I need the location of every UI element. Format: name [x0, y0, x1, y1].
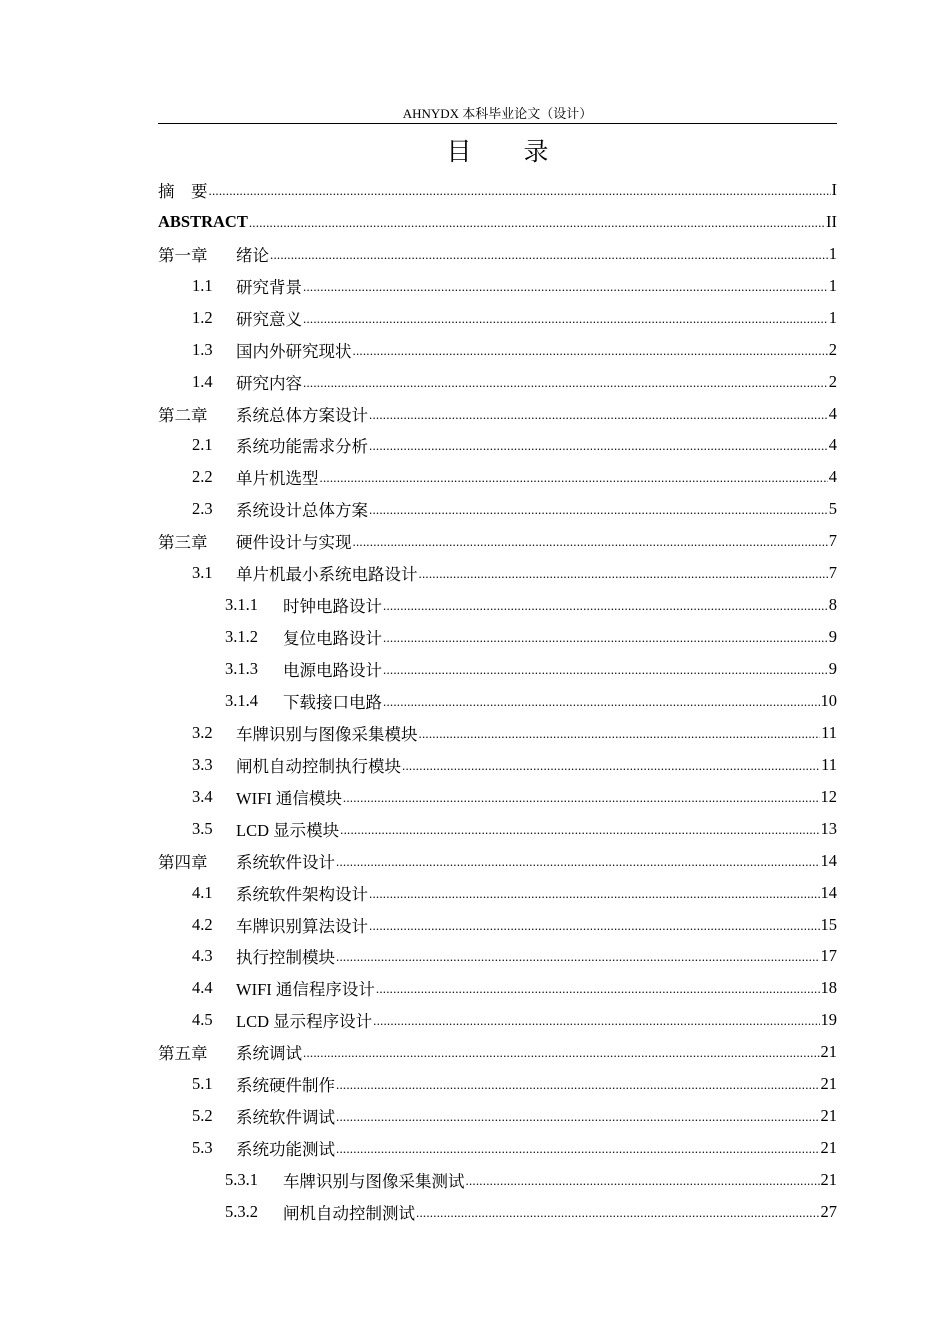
toc-entry-number: 3.4 — [192, 786, 213, 806]
toc-entry-page: 4 — [828, 467, 837, 487]
toc-entry[interactable] — [158, 941, 837, 973]
toc-entry-number: 1.4 — [192, 371, 213, 391]
toc-dot-leader — [369, 883, 820, 903]
toc-entry[interactable] — [158, 461, 837, 493]
toc-entry-page: 14 — [820, 882, 837, 902]
toc-dot-leader — [270, 244, 828, 264]
toc-entry-number: 4.3 — [192, 946, 213, 966]
toc-entry[interactable] — [158, 525, 837, 557]
toc-entry-page: 14 — [820, 850, 837, 870]
toc-entry-number: 第四章 — [158, 852, 208, 872]
toc-entry[interactable] — [158, 366, 837, 398]
toc-entry-title: WIFI 通信程序设计 — [236, 980, 375, 1000]
toc-entry-number: 3.3 — [192, 754, 213, 774]
toc-entry[interactable] — [158, 174, 837, 206]
toc-entry-title: 绪论 — [236, 245, 269, 265]
toc-entry[interactable] — [158, 398, 837, 430]
toc-entry-number: 第一章 — [158, 245, 208, 265]
toc-entry-title: 研究背景 — [236, 277, 302, 297]
toc-entry-title: 系统功能需求分析 — [236, 437, 368, 457]
toc-dot-leader — [336, 946, 820, 966]
toc-entry[interactable] — [158, 302, 837, 334]
toc-dot-leader — [353, 531, 828, 551]
toc-dot-leader — [209, 180, 831, 200]
toc-entry-title: 车牌识别与图像采集测试 — [283, 1172, 465, 1192]
toc-entry-title: 系统设计总体方案 — [236, 501, 368, 521]
toc-entry-title: 闸机自动控制测试 — [283, 1203, 415, 1223]
toc-entry-page: 1 — [828, 307, 837, 327]
toc-entry-page: 11 — [821, 754, 837, 774]
toc-entry-number: 2.3 — [192, 499, 213, 519]
toc-entry-title: 执行控制模块 — [236, 948, 335, 968]
toc-dot-leader — [466, 1170, 820, 1190]
toc-entry-page: 4 — [828, 403, 837, 423]
toc-entry[interactable] — [158, 270, 837, 302]
toc-dot-leader — [369, 435, 828, 455]
toc-dot-leader — [249, 212, 825, 232]
toc-entry-title: LCD 显示模块 — [236, 820, 340, 840]
toc-entry[interactable] — [158, 653, 837, 685]
toc-entry-title: 单片机选型 — [236, 469, 319, 489]
toc-entry-title: 系统总体方案设计 — [236, 405, 368, 425]
toc-entry[interactable] — [158, 909, 837, 941]
toc-dot-leader — [340, 819, 819, 839]
toc-entry-title: 单片机最小系统电路设计 — [236, 565, 418, 585]
toc-entry-number: 5.3 — [192, 1138, 213, 1158]
toc-entry[interactable] — [158, 685, 837, 717]
toc-entry-number: 1.1 — [192, 275, 213, 295]
toc-entry[interactable] — [158, 1004, 837, 1036]
toc-entry-page: 21 — [820, 1074, 837, 1094]
toc-entry-number: 5.2 — [192, 1106, 213, 1126]
toc-entry-title: 下载接口电路 — [283, 692, 382, 712]
toc-entry-title: WIFI 通信模块 — [236, 788, 342, 808]
running-header: AHNYDX 本科毕业论文（设计） — [402, 106, 593, 121]
toc-entry-title: 研究内容 — [236, 373, 302, 393]
toc-entry[interactable] — [158, 1100, 837, 1132]
toc-dot-leader — [336, 851, 820, 871]
toc-dot-leader — [402, 755, 820, 775]
toc-entry-page: 7 — [828, 531, 837, 551]
toc-title: 目 录 — [446, 137, 571, 166]
toc-entry-page: 8 — [828, 595, 837, 615]
toc-entry-title: 系统硬件制作 — [236, 1076, 335, 1096]
toc-dot-leader — [336, 1074, 820, 1094]
toc-entry[interactable] — [158, 557, 837, 589]
toc-entry-number: 第五章 — [158, 1044, 208, 1064]
toc-dot-leader — [383, 691, 820, 711]
toc-entry[interactable] — [158, 206, 837, 238]
toc-entry-number: 1.2 — [192, 307, 213, 327]
toc-dot-leader — [416, 1202, 820, 1222]
toc-dot-leader — [383, 659, 828, 679]
toc-entry-page: 21 — [820, 1170, 837, 1190]
toc-entry[interactable] — [158, 845, 837, 877]
toc-dot-leader — [419, 723, 821, 743]
toc-entry-title: 车牌识别算法设计 — [236, 916, 368, 936]
toc-entry-title: 系统调试 — [236, 1044, 302, 1064]
toc-entry-page: 17 — [820, 946, 837, 966]
toc-entry-number: 3.1.4 — [225, 690, 258, 710]
toc-dot-leader — [320, 467, 828, 487]
toc-dot-leader — [303, 308, 828, 328]
toc-dot-leader — [343, 787, 820, 807]
toc-entry[interactable] — [158, 877, 837, 909]
toc-entry[interactable] — [158, 334, 837, 366]
toc-entry-number: 1.3 — [192, 339, 213, 359]
toc-entry-title: 硬件设计与实现 — [236, 533, 352, 553]
toc-entry[interactable] — [158, 1196, 837, 1228]
toc-entry[interactable] — [158, 1036, 837, 1068]
toc-entry-page: 27 — [820, 1201, 837, 1221]
toc-entry-page: 21 — [820, 1138, 837, 1158]
toc-entry-title: 闸机自动控制执行模块 — [236, 756, 401, 776]
toc-entry-page: 10 — [820, 690, 837, 710]
toc-dot-leader — [383, 627, 828, 647]
toc-entry[interactable] — [158, 589, 837, 621]
toc-dot-leader — [373, 1010, 819, 1030]
toc-entry-number: 4.2 — [192, 914, 213, 934]
toc-dot-leader — [419, 563, 828, 583]
toc-dot-leader — [303, 276, 828, 296]
toc-entry-page: II — [826, 211, 837, 231]
toc-entry-page: 9 — [828, 627, 837, 647]
toc-entry-title: ABSTRACT — [158, 211, 248, 231]
toc-entry-title: 复位电路设计 — [283, 629, 382, 649]
toc-entry[interactable] — [158, 813, 837, 845]
toc-entry-page: 18 — [820, 978, 837, 998]
toc-entry-title: 研究意义 — [236, 309, 302, 329]
toc-entry[interactable] — [158, 430, 837, 462]
toc-entry-number: 5.3.1 — [225, 1170, 258, 1190]
toc-entry-number: 3.1.1 — [225, 595, 258, 615]
toc-entry[interactable] — [158, 1164, 837, 1196]
toc-entry-page: 4 — [828, 435, 837, 455]
toc-dot-leader — [369, 404, 828, 424]
toc-entry-title: 摘 要 — [158, 181, 208, 201]
toc-entry-number: 第二章 — [158, 405, 208, 425]
toc-entry-page: 13 — [820, 818, 837, 838]
toc-dot-leader — [383, 595, 828, 615]
toc-dot-leader — [303, 1042, 820, 1062]
header-rule — [158, 123, 837, 124]
toc-entry[interactable] — [158, 781, 837, 813]
toc-entry-title: 系统软件设计 — [236, 852, 335, 872]
toc-entry[interactable] — [158, 621, 837, 653]
toc-entry-title: 电源电路设计 — [283, 661, 382, 681]
toc-entry-title: 系统功能测试 — [236, 1140, 335, 1160]
toc-entry-page: 1 — [828, 275, 837, 295]
toc-entry-number: 5.1 — [192, 1074, 213, 1094]
toc-entry-number: 3.1.2 — [225, 627, 258, 647]
toc-entry-page: 5 — [828, 499, 837, 519]
toc-entry[interactable] — [158, 1132, 837, 1164]
toc-entry-page: 21 — [820, 1042, 837, 1062]
toc-entry[interactable] — [158, 749, 837, 781]
toc-dot-leader — [353, 340, 828, 360]
toc-entry[interactable] — [158, 1068, 837, 1100]
toc-entry-number: 2.1 — [192, 435, 213, 455]
toc-entry-page: 2 — [828, 339, 837, 359]
toc-entry[interactable] — [158, 717, 837, 749]
toc-entry-number: 第三章 — [158, 533, 208, 553]
toc-entry-number: 3.5 — [192, 818, 213, 838]
toc-entry-title: 国内外研究现状 — [236, 341, 352, 361]
toc-dot-leader — [376, 978, 820, 998]
toc-entry-page: 12 — [820, 786, 837, 806]
toc-entry-number: 4.1 — [192, 882, 213, 902]
toc-entry[interactable] — [158, 493, 837, 525]
toc-dot-leader — [369, 499, 828, 519]
toc-dot-leader — [336, 1106, 820, 1126]
toc-entry-number: 4.4 — [192, 978, 213, 998]
toc-entry-number: 3.1.3 — [225, 659, 258, 679]
toc-list — [158, 174, 837, 1228]
toc-entry-number: 3.1 — [192, 563, 213, 583]
toc-dot-leader — [369, 915, 820, 935]
toc-entry-number: 2.2 — [192, 467, 213, 487]
toc-entry[interactable] — [158, 238, 837, 270]
toc-dot-leader — [336, 1138, 820, 1158]
toc-entry-title: 系统软件架构设计 — [236, 884, 368, 904]
toc-entry-page: 9 — [828, 659, 837, 679]
toc-entry-page: 11 — [821, 722, 837, 742]
toc-entry-page: 21 — [820, 1106, 837, 1126]
toc-entry-title: LCD 显示程序设计 — [236, 1012, 373, 1032]
toc-entry-page: 2 — [828, 371, 837, 391]
toc-entry-number: 5.3.2 — [225, 1201, 258, 1221]
toc-entry-number: 3.2 — [192, 722, 213, 742]
toc-entry[interactable] — [158, 972, 837, 1004]
toc-entry-number: 4.5 — [192, 1010, 213, 1030]
toc-entry-title: 车牌识别与图像采集模块 — [236, 724, 418, 744]
toc-entry-title: 系统软件调试 — [236, 1108, 335, 1128]
toc-entry-page: 1 — [828, 243, 837, 263]
toc-dot-leader — [303, 372, 828, 392]
toc-entry-page: I — [831, 179, 837, 199]
toc-entry-page: 7 — [828, 563, 837, 583]
toc-entry-title: 时钟电路设计 — [283, 597, 382, 617]
toc-entry-page: 15 — [820, 914, 837, 934]
toc-entry-page: 19 — [820, 1010, 837, 1030]
